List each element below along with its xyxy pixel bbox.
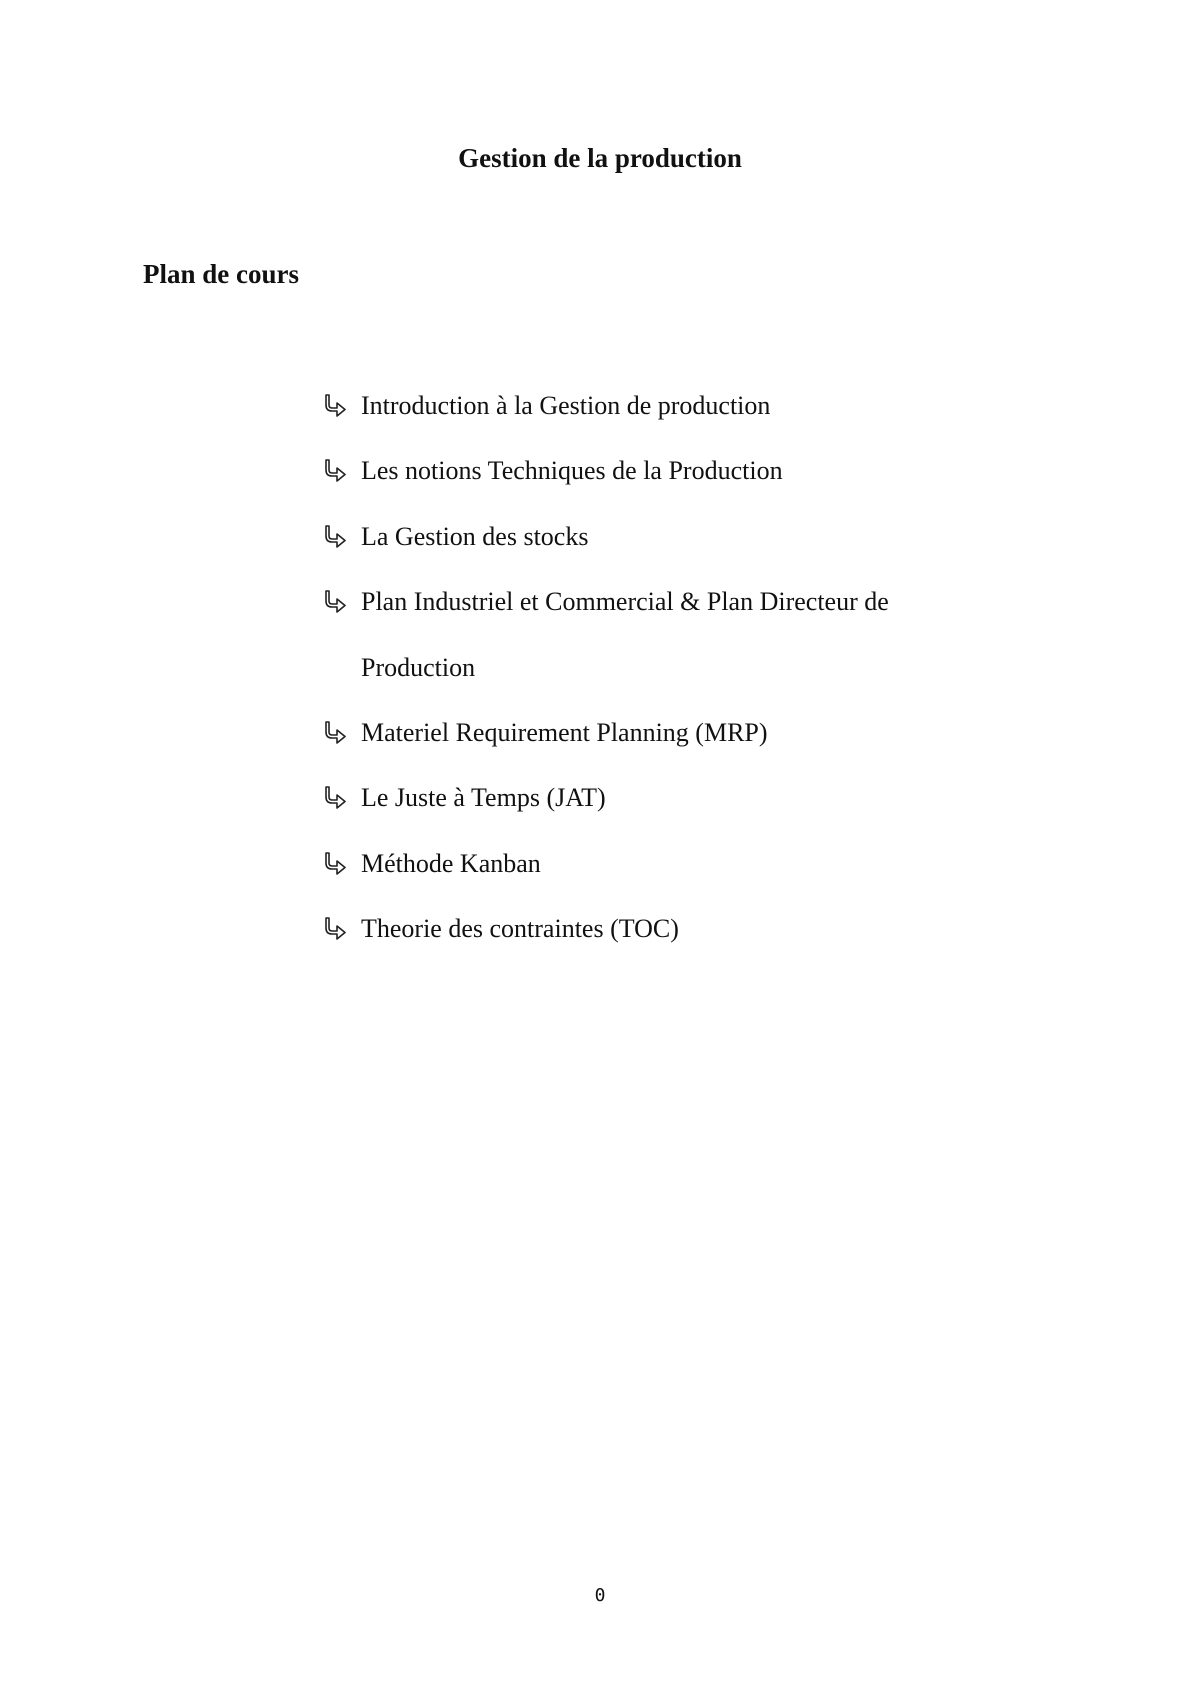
list-item xyxy=(324,765,984,830)
document-title: Gestion de la production xyxy=(458,143,742,173)
section-heading: Plan de cours xyxy=(143,259,300,289)
list-item-text: Materiel Requirement Planning (MRP) xyxy=(361,718,768,748)
turn-right-arrow-icon xyxy=(324,851,348,875)
turn-right-arrow-icon xyxy=(324,785,348,809)
turn-right-arrow-icon xyxy=(324,720,348,744)
turn-right-arrow-icon xyxy=(324,393,348,417)
turn-right-arrow-icon xyxy=(324,589,348,613)
list-item-text: La Gestion des stocks xyxy=(361,521,589,551)
list-item xyxy=(324,438,984,503)
list-item xyxy=(324,896,984,961)
turn-right-arrow-icon xyxy=(324,458,348,482)
list-item-text: Les notions Techniques de la Production xyxy=(361,456,783,486)
turn-right-arrow-icon xyxy=(324,916,348,940)
list-item-text: Le Juste à Temps (JAT) xyxy=(361,783,606,813)
list-item xyxy=(324,373,984,438)
course-outline-list xyxy=(324,373,984,962)
list-item-text: Theorie des contraintes (TOC) xyxy=(361,914,679,944)
turn-right-arrow-icon xyxy=(324,524,348,548)
list-item xyxy=(324,504,984,569)
list-item-text: Méthode Kanban xyxy=(361,848,541,878)
page-number: 0 xyxy=(594,1585,606,1606)
list-item-text: Introduction à la Gestion de production xyxy=(361,391,771,420)
list-item xyxy=(324,700,984,765)
list-item-text: Plan Industriel et Commercial & Plan Directeur de Production xyxy=(361,587,889,682)
list-item xyxy=(324,569,984,700)
list-item xyxy=(324,831,984,896)
